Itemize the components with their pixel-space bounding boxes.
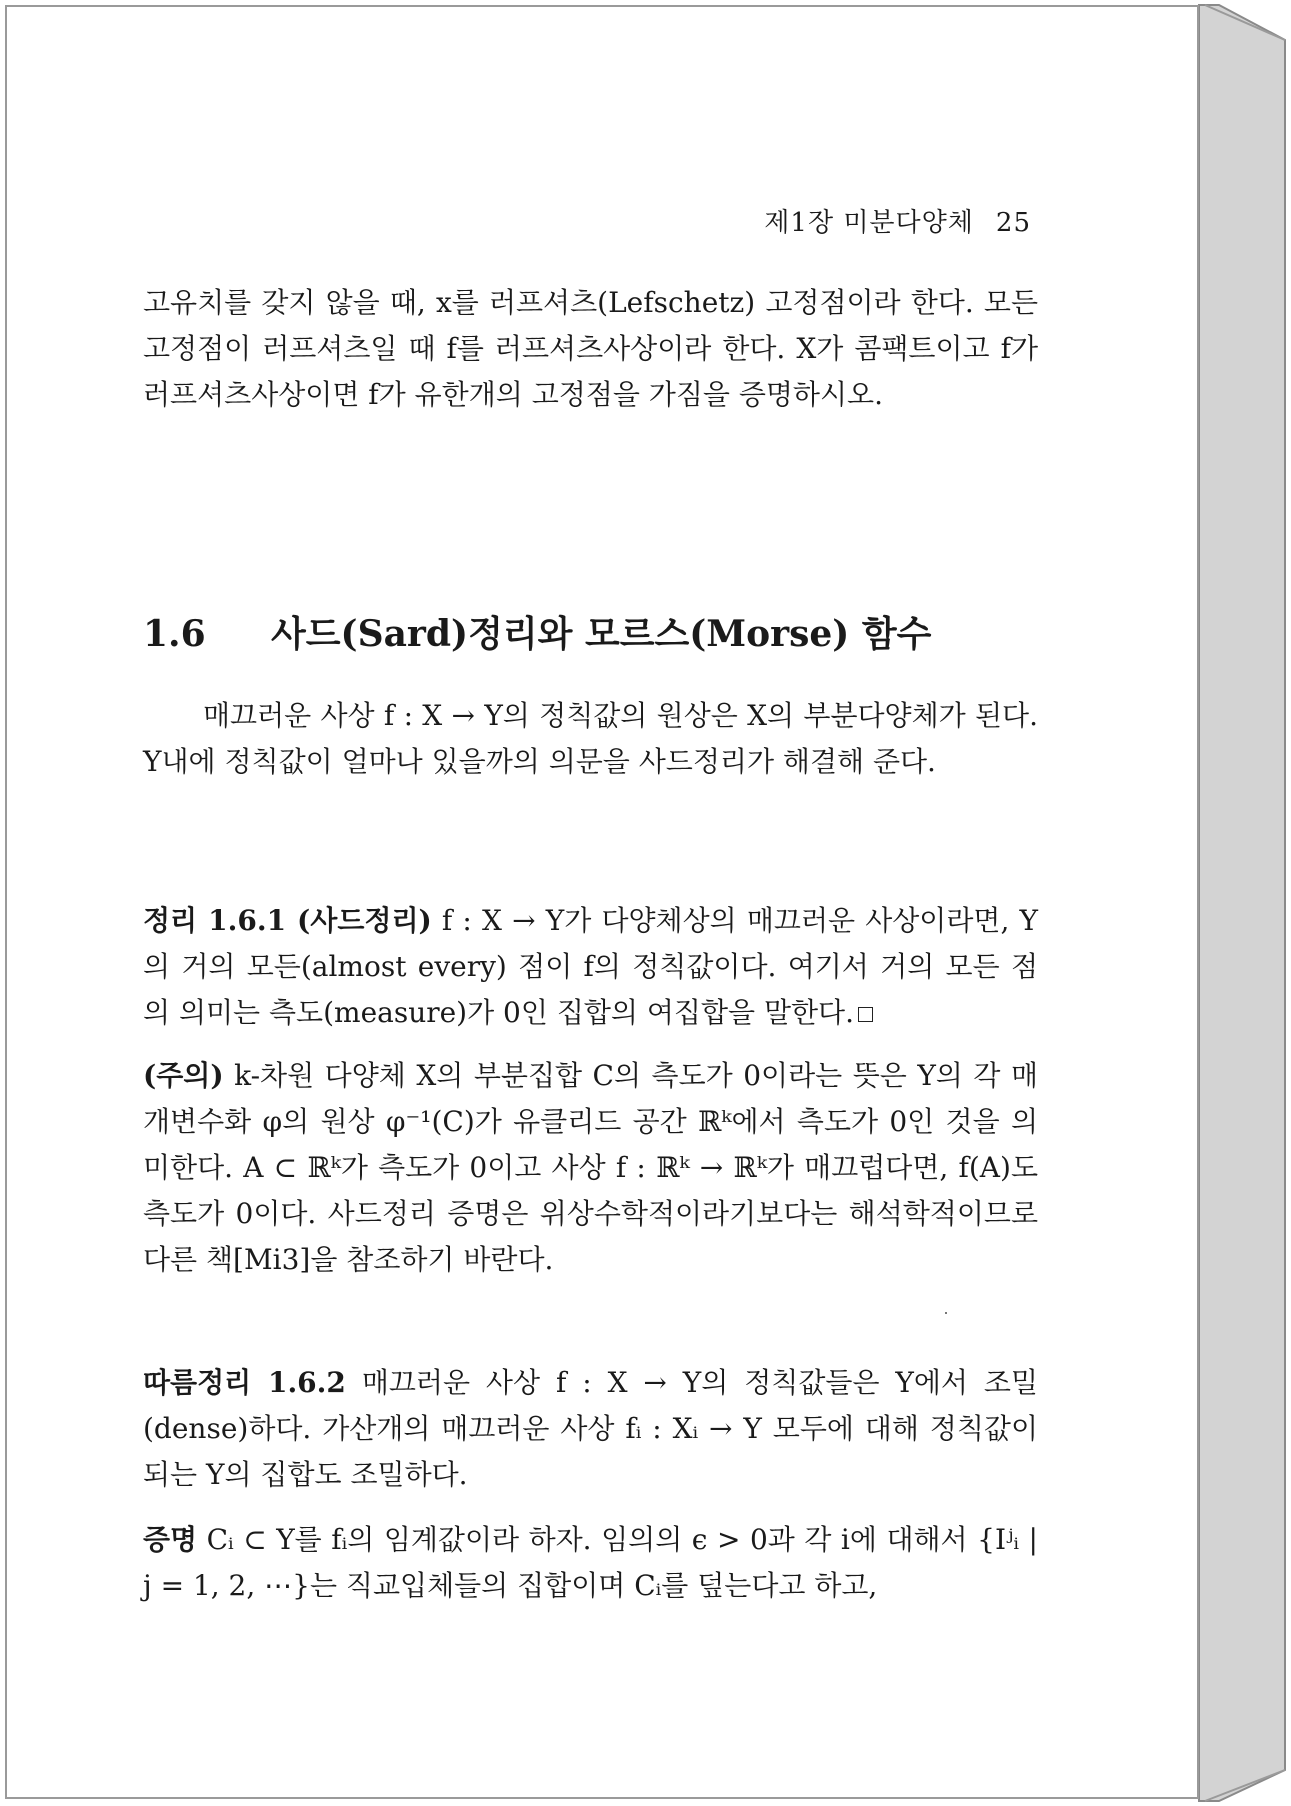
running-head	[764, 202, 1031, 239]
corollary-block	[143, 1360, 1038, 1498]
remark-text: k-차원 다양체 X의 부분집합 C의 측도가 0이라는 뜻은 Y의 각 매개변수화 φ의 원상 φ⁻¹(C)가 유클리드 공간 ℝᵏ에서 측도가 0인 것을 의미한다. A ⊂ ℝᵏ가 측도가 0이고 사상 f : ℝᵏ → ℝᵏ가 매끄럽다면, f(A)도 측도가 0이다. 사드정리 증명은 위상수학적이라기보다는 해석학적이므로 다른 책[Mi3]을 참조하기 바란다.	[143, 1059, 1038, 1276]
intro-paragraph: 매끄러운 사상 f : X → Y의 정칙값의 원상은 X의 부분다양체가 된다. Y내에 정칙값이 얼마나 있을까의 의문을 사드정리가 해결해 준다.	[143, 699, 1038, 778]
corollary-text: 매끄러운 사상 f : X → Y의 정칙값들은 Y에서 조밀(dense)하다. 가산개의 매끄러운 사상 fᵢ : Xᵢ → Y 모두에 대해 정칙값이 되는 Y의 집합도 조밀하다.	[143, 1366, 1038, 1491]
chapter-title: 제1장 미분다양체	[764, 208, 974, 238]
section-title: 사드(Sard)정리와 모르스(Morse) 함수	[271, 613, 932, 655]
remark-block	[143, 1053, 1038, 1283]
section-number: 1.6	[143, 613, 206, 655]
scan-speck	[945, 1312, 947, 1314]
theorem-text: f : X → Y가 다양체상의 매끄러운 사상이라면, Y의 거의 모든(almost every) 점이 f의 정칙값이다. 여기서 거의 모든 점의 의미는 측도(measure)가 0인 집합의 여집합을 말한다.	[143, 904, 1038, 1029]
remark-label: (주의)	[143, 1059, 224, 1092]
paragraph-exercise-end: 고유치를 갖지 않을 때, x를 러프셔츠(Lefschetz) 고정점이라 한다. 모든 고정점이 러프셔츠일 때 f를 러프셔츠사상이라 한다. X가 콤팩트이고 f가 러프셔츠사상이면 f가 유한개의 고정점을 가짐을 증명하시오.	[143, 286, 1038, 411]
proof-label: 증명	[143, 1523, 198, 1556]
proof-block	[143, 1517, 1038, 1609]
qed-box-icon	[858, 1007, 873, 1022]
page-number: 25	[995, 208, 1031, 238]
section-heading	[143, 606, 931, 657]
theorem-block	[143, 898, 1038, 1036]
corollary-label: 따름정리 1.6.2	[143, 1366, 346, 1399]
proof-text: Cᵢ ⊂ Y를 fᵢ의 임계값이라 하자. 임의의 ϵ > 0과 각 i에 대해서 {Iʲᵢ | j = 1, 2, ⋯}는 직교입체들의 집합이며 Cᵢ를 덮는다고 하고,	[143, 1523, 1038, 1602]
theorem-label: 정리 1.6.1 (사드정리)	[143, 904, 432, 937]
